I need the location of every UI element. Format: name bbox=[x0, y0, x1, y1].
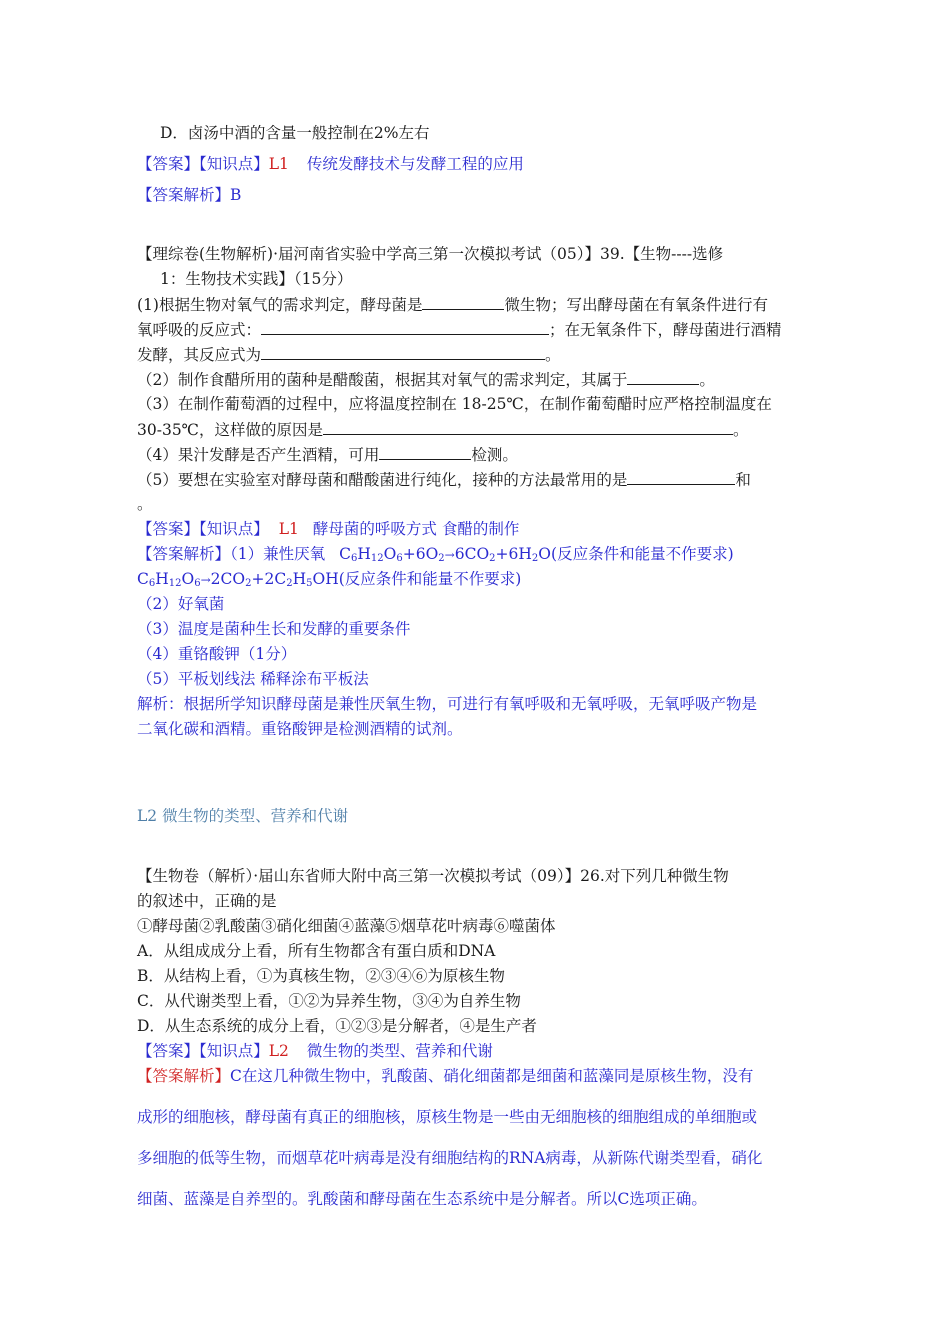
answer-part-2: （2）好氧菌 bbox=[137, 595, 225, 613]
answer-line bbox=[137, 518, 519, 540]
answer-blank bbox=[261, 318, 549, 335]
analysis-line-3: 多细胞的低等生物，而烟草花叶病毒是没有细胞结构的RNA病毒，从新陈代谢类型看，硝化 bbox=[137, 1149, 763, 1167]
option-d: D．卤汤中酒的含量一般控制在2%左右 bbox=[160, 124, 430, 142]
option-d: D．从生态系统的成分上看，①②③是分解者，④是生产者 bbox=[137, 1017, 537, 1035]
knowledge-code: L1 bbox=[268, 155, 289, 173]
knowledge-text: 酵母菌的呼吸方式 食醋的制作 bbox=[312, 520, 520, 538]
answer-tag: 【答案】【知识点】 bbox=[137, 155, 269, 173]
analysis-line-4: 细菌、蓝藻是自养型的。乳酸菌和酵母菌在生态系统中是分解者。所以C选项正确。 bbox=[137, 1190, 707, 1208]
explanation-line: 解析：根据所学知识酵母菌是兼性厌氧生物，可进行有氧呼吸和无氧呼吸，无氧呼吸产物是 bbox=[137, 695, 758, 713]
answer-blank bbox=[261, 343, 545, 360]
analysis-line bbox=[137, 1065, 753, 1087]
knowledge-code: L1 bbox=[278, 520, 299, 538]
equation-note: (反应条件和能量不作要求) bbox=[551, 545, 734, 563]
analysis-tag: 【答案解析】 bbox=[137, 186, 231, 204]
question-part-1-cont2 bbox=[137, 343, 561, 366]
knowledge-text: 微生物的类型、营养和代谢 bbox=[306, 1042, 493, 1060]
question-source: 【理综卷(生物解析)·届河南省实验中学高三第一次模拟考试（05）】39.【生物----选修 bbox=[137, 245, 724, 263]
part-1-text-c: 氧呼吸的反应式： bbox=[137, 321, 262, 339]
part-1-text-d: ；在无氧条件下，酵母菌进行酒精 bbox=[549, 321, 782, 339]
explanation-line-2: 二氧化碳和酒精。重铬酸钾是检测酒精的试剂。 bbox=[137, 720, 463, 738]
part-5-text-b: 和 bbox=[735, 471, 751, 489]
part-1-text-f: 。 bbox=[545, 346, 561, 364]
part-2-text-a: （2）制作食醋所用的菌种是醋酸菌，根据其对氧气的需求判定，其属于 bbox=[137, 371, 628, 389]
section-heading: L2 微生物的类型、营养和代谢 bbox=[137, 807, 349, 825]
part-1-text-a: (1)根据生物对氧气的需求判定，酵母菌是 bbox=[137, 296, 423, 314]
question-source: 【生物卷（解析）·届山东省师大附中高三第一次模拟考试（09）】26.对下列几种微生物 bbox=[137, 867, 729, 885]
analysis-value: B bbox=[230, 186, 242, 204]
question-part-5 bbox=[137, 468, 751, 491]
question-part-1-cont bbox=[137, 318, 782, 341]
analysis-line-2: 成形的细胞核，酵母菌有真正的细胞核，原核生物是一些由无细胞核的细胞组成的单细胞或 bbox=[137, 1108, 758, 1126]
question-part-2 bbox=[137, 368, 715, 391]
question-items: ①酵母菌②乳酸菌③硝化细菌④蓝藻⑤烟草花叶病毒⑥噬菌体 bbox=[137, 917, 556, 935]
analysis-tag: 【答案解析】 bbox=[137, 1067, 231, 1085]
part-2-text-b: 。 bbox=[699, 371, 715, 389]
analysis-line bbox=[137, 543, 734, 566]
answer-part-5: （5）平板划线法 稀释涂布平板法 bbox=[137, 670, 369, 688]
answer-tag: 【答案】【知识点】 bbox=[137, 1042, 269, 1060]
analysis-text: C在这几种微生物中，乳酸菌、硝化细菌都是细菌和蓝藻同是原核生物，没有 bbox=[230, 1067, 754, 1085]
answer-line bbox=[137, 153, 524, 175]
question-part-1 bbox=[137, 293, 768, 316]
option-b: B．从结构上看，①为真核生物，②③④⑥为原核生物 bbox=[137, 967, 505, 985]
analysis-line bbox=[137, 184, 241, 206]
answer-blank bbox=[422, 293, 504, 310]
part-4-text-b: 检测。 bbox=[471, 446, 518, 464]
question-source-cont: 1：生物技术实践】（15分） bbox=[160, 270, 353, 288]
answer-tag: 【答案】【知识点】 bbox=[137, 520, 269, 538]
answer-line bbox=[137, 1040, 493, 1062]
part-1-text-b: 微生物；写出酵母菌在有氧条件进行有 bbox=[504, 296, 768, 314]
equation-anaerobic: $C_6H_{12}O_6\to 2CO_2+2C_2H_5OH$ bbox=[137, 570, 339, 589]
part-5-text-a: （5）要想在实验室对酵母菌和醋酸菌进行纯化，接种的方法最常用的是 bbox=[137, 471, 628, 489]
answer-part-4: （4）重铬酸钾（1分） bbox=[137, 645, 297, 663]
question-part-5-cont: 。 bbox=[137, 495, 153, 513]
answer-blank bbox=[627, 468, 735, 485]
answer-blank bbox=[323, 418, 733, 435]
knowledge-code: L2 bbox=[268, 1042, 289, 1060]
analysis-line-2 bbox=[137, 568, 521, 591]
equation-note: (反应条件和能量不作要求) bbox=[338, 570, 522, 588]
answer-blank bbox=[627, 368, 699, 385]
question-part-4 bbox=[137, 443, 518, 466]
answer-part-3: （3）温度是菌种生长和发酵的重要条件 bbox=[137, 620, 411, 638]
analysis-tag: 【答案解析】（1）兼性厌氧 bbox=[137, 545, 326, 563]
part-1-text-e: 发酵，其反应式为 bbox=[137, 346, 262, 364]
option-c: C．从代谢类型上看，①②为异养生物，③④为自养生物 bbox=[137, 992, 521, 1010]
part-3-text-c: 。 bbox=[733, 421, 749, 439]
answer-blank bbox=[379, 443, 471, 460]
option-a: A．从组成成分上看，所有生物都含有蛋白质和DNA bbox=[137, 942, 496, 960]
question-stem: 的叙述中，正确的是 bbox=[137, 892, 277, 910]
part-3-text-b: 30-35℃，这样做的原因是 bbox=[137, 421, 324, 439]
knowledge-text: 传统发酵技术与发酵工程的应用 bbox=[306, 155, 524, 173]
question-part-3: （3）在制作葡萄酒的过程中，应将温度控制在 18-25℃，在制作葡萄醋时应严格控制温度在 bbox=[137, 395, 772, 413]
equation-aerobic: $C_6H_{12}O_6+6O_2\to 6CO_2+6H_2O$ bbox=[339, 545, 552, 564]
question-part-3-cont bbox=[137, 418, 749, 441]
part-4-text-a: （4）果汁发酵是否产生酒精，可用 bbox=[137, 446, 380, 464]
